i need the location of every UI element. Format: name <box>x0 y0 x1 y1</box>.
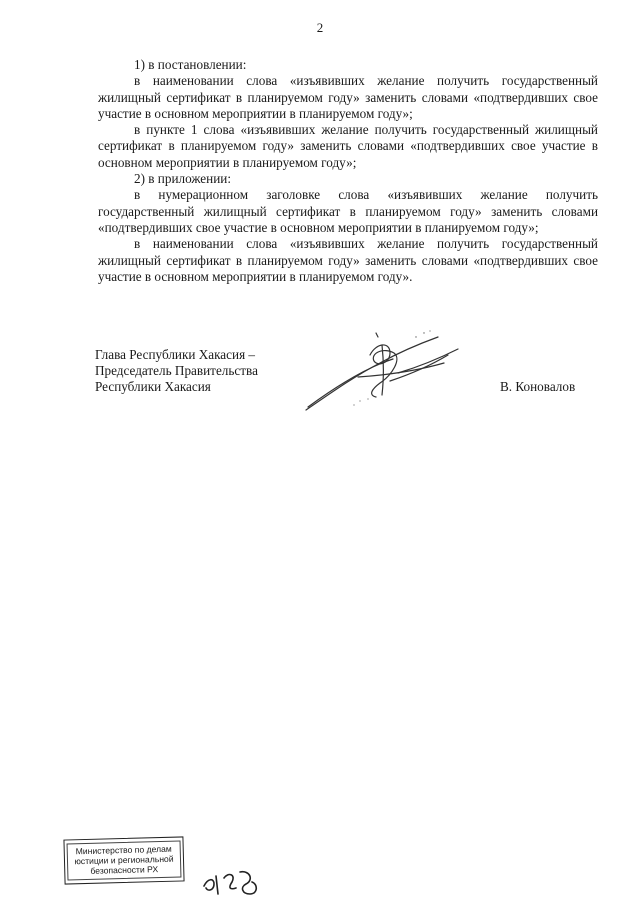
handwritten-mark-icon <box>200 866 262 898</box>
stamp-line: безопасности РХ <box>90 864 159 877</box>
signatory-name: В. Коновалов <box>500 379 576 394</box>
stamp-line: Министерство по делам <box>75 843 172 857</box>
amendment-paragraph: в наименовании слова «изъявивших желание получить государственный жилищный сертификат в планируемом году» заменить словами «подтвердивших свое участие в основном мероприятии в планируемом году»; <box>98 73 598 121</box>
signatory-position-line: Глава Республики Хакасия – <box>95 347 256 362</box>
page-number: 2 <box>316 20 324 35</box>
handwritten-signature-icon <box>298 315 473 420</box>
ministry-stamp <box>63 836 184 884</box>
amendment-paragraph: в нумерационном заголовке слова «изъявивших желание получить государственный жилищный сертификат в планируемом году» заменить словами «подтвердивших свое участие в основном мероприятии в планируемом году»; <box>98 187 598 235</box>
signature-block <box>95 347 258 395</box>
amendment-paragraph: в пункте 1 слова «изъявивших желание получить государственный жилищный сертификат в планируемом году» заменить словами «подтвердивших свое участие в основном мероприятии в планируемом году»; <box>98 122 598 170</box>
stamp-line: юстиции и региональной <box>74 853 174 867</box>
list-item-2: 2) в приложении: <box>134 171 231 187</box>
document-body <box>98 57 598 285</box>
amendment-paragraph: в наименовании слова «изъявивших желание получить государственный жилищный сертификат в планируемом году» заменить словами «подтвердивших свое участие в основном мероприятии в планируемом году». <box>98 236 598 284</box>
signatory-position-line: Председатель Правительства <box>95 363 258 378</box>
signatory-position-line: Республики Хакасия <box>95 379 211 394</box>
list-item-1: 1) в постановлении: <box>134 57 247 72</box>
